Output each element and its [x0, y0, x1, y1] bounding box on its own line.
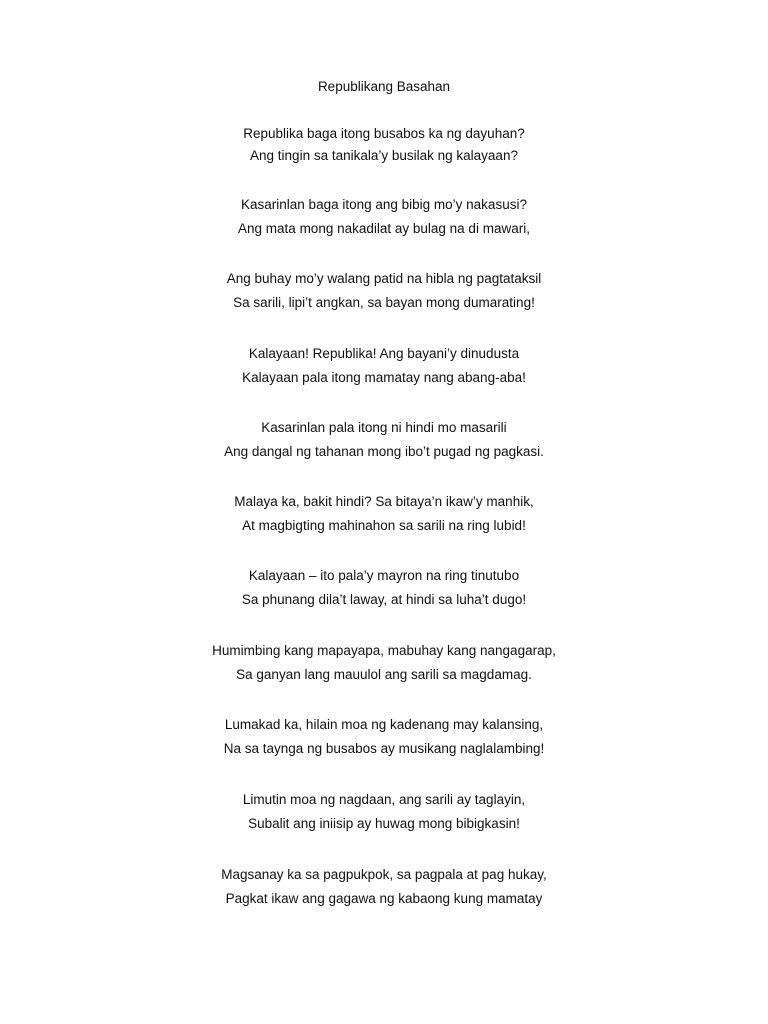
poem-line: Kalayaan pala itong mamatay nang abang-aba!	[242, 370, 526, 385]
poem-line: Kalayaan! Republika! Ang bayani’y dinudusta	[248, 346, 520, 361]
stanza-6	[0, 492, 768, 536]
poem-title: Republikang Basahan	[317, 79, 451, 94]
poem-line: Kasarinlan pala itong ni hindi mo masarili	[261, 420, 507, 435]
poem-line: Humimbing kang mapayapa, mabuhay kang nangagarap,	[212, 643, 556, 658]
stanza-7	[0, 566, 768, 610]
stanza-11	[0, 865, 768, 909]
poem-line: Subalit ang iniisip ay huwag mong bibigkasin!	[248, 816, 520, 831]
poem-line: Malaya ka, bakit hindi? Sa bitaya’n ikaw’y manhik,	[234, 494, 534, 509]
poem-line: Kasarinlan baga itong ang bibig mo’y nakasusi?	[241, 197, 527, 212]
stanza-9	[0, 715, 768, 759]
poem-line: Na sa taynga ng busabos ay musikang naglalambing!	[223, 741, 545, 756]
poem-line: Sa phunang dila’t laway, at hindi sa luha’t dugo!	[241, 592, 527, 607]
poem-line: Magsanay ka sa pagpukpok, sa pagpala at pag hukay,	[221, 867, 547, 882]
stanza-10	[0, 790, 768, 834]
poem-line: Sa ganyan lang mauulol ang sarili sa magdamag.	[236, 667, 532, 682]
stanza-2	[0, 195, 768, 239]
poem-line: Ang dangal ng tahanan mong ibo’t pugad ng pagkasi.	[224, 444, 544, 459]
poem-line: Sa sarili, lipi’t angkan, sa bayan mong dumarating!	[233, 295, 535, 310]
stanza-5	[0, 418, 768, 462]
poem-line: Ang buhay mo’y walang patid na hibla ng pagtataksil	[226, 271, 542, 286]
poem-line: Lumakad ka, hilain moa ng kadenang may kalansing,	[224, 717, 544, 732]
poem-line: At magbigting mahinahon sa sarili na ring lubid!	[242, 518, 526, 533]
poem-line: Ang tingin sa tanikala’y busilak ng kalayaan?	[250, 148, 518, 163]
stanza-4	[0, 344, 768, 388]
stanza-8	[0, 641, 768, 685]
stanza-3	[0, 269, 768, 313]
poem-line: Limutin moa ng nagdaan, ang sarili ay taglayin,	[242, 792, 526, 807]
stanza-1	[0, 124, 768, 166]
poem-line: Pagkat ikaw ang gagawa ng kabaong kung mamatay	[225, 891, 543, 906]
poem-line: Kalayaan – ito pala’y mayron na ring tinutubo	[248, 568, 520, 583]
poem-line: Ang mata mong nakadilat ay bulag na di mawari,	[238, 221, 530, 236]
poem-line: Republika baga itong busabos ka ng dayuhan?	[243, 126, 525, 141]
